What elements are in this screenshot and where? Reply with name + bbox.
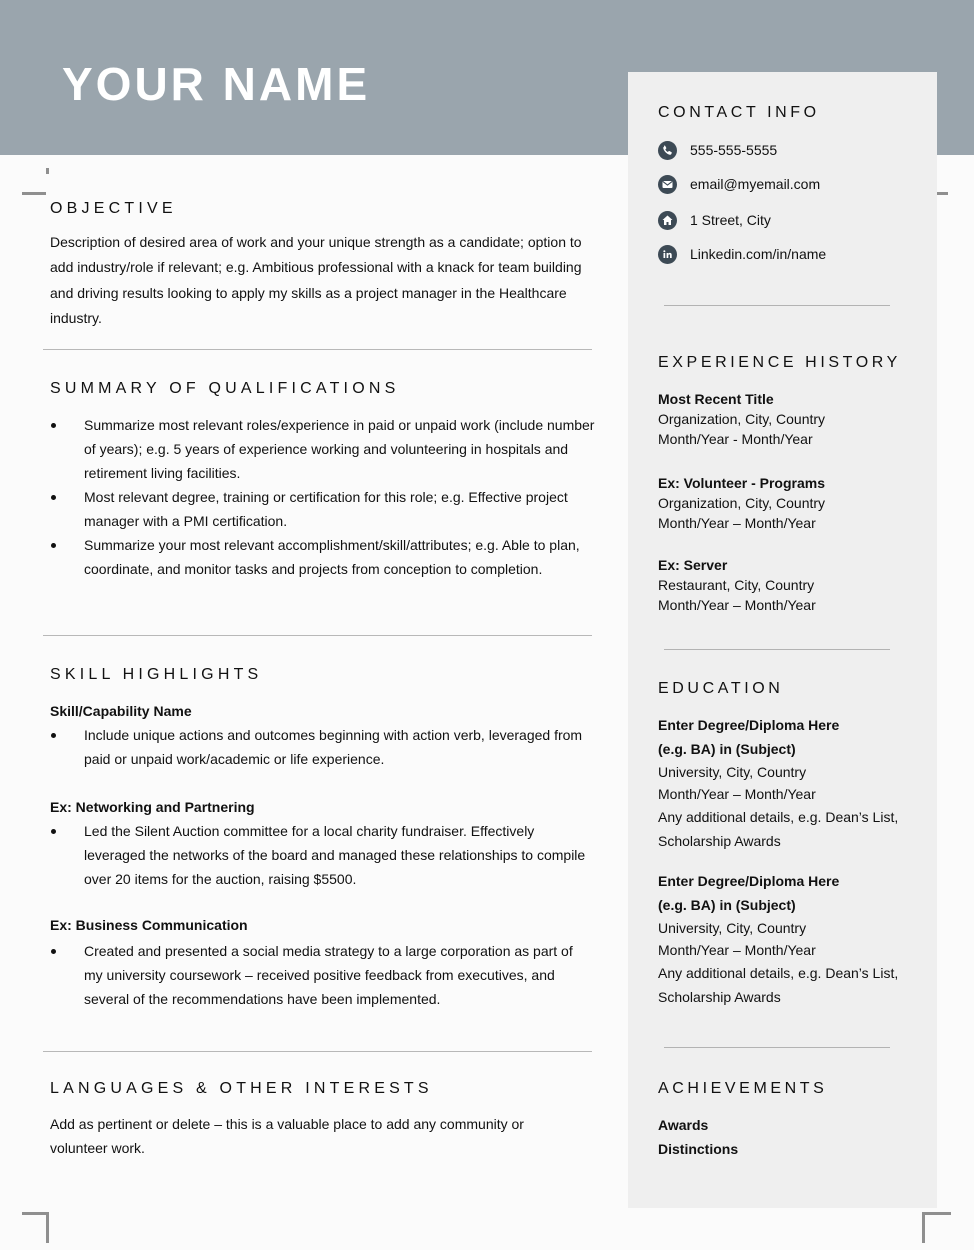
job-title: Most Recent Title [658, 391, 774, 407]
divider [43, 635, 592, 636]
objective-heading: OBJECTIVE [50, 200, 177, 217]
school: University, City, Country [658, 764, 807, 780]
education-details: Scholarship Awards [658, 989, 781, 1005]
email-address: email@myemail.com [690, 176, 821, 192]
divider [664, 1047, 890, 1048]
divider [664, 649, 890, 650]
education-details: Any additional details, e.g. Dean’s List, [658, 809, 899, 825]
list-item: Most relevant degree, training or certification for this role; e.g. Effective project manager with a PMI certification. [50, 485, 595, 533]
list-item: Summarize most relevant roles/experience in paid or unpaid work (include number of years); e.g. 5 years of experience working and volunteering in hospitals and retirement living facilities. [50, 413, 595, 485]
education-details: Any additional details, e.g. Dean’s List, [658, 965, 899, 981]
linkedin-url: Linkedin.com/in/name [690, 246, 827, 262]
job-dates: Month/Year - Month/Year [658, 431, 813, 447]
degree: Enter Degree/Diploma Here [658, 873, 840, 889]
degree-subject: (e.g. BA) in (Subject) [658, 897, 796, 913]
crop-mark-top-right [937, 192, 948, 195]
experience-entry [658, 555, 928, 615]
job-title: Ex: Volunteer - Programs [658, 475, 826, 491]
page-title: YOUR NAME [62, 58, 371, 110]
summary-list [50, 413, 595, 581]
divider [43, 349, 592, 350]
skill-list [50, 819, 595, 891]
education-entry [658, 869, 928, 1009]
achievements-list [658, 1113, 928, 1161]
education-dates: Month/Year – Month/Year [658, 942, 816, 958]
achievement-item: Awards [658, 1117, 709, 1133]
linkedin-icon [658, 245, 677, 264]
contact-heading: CONTACT INFO [658, 104, 820, 121]
skill-name: Ex: Networking and Partnering [50, 799, 255, 815]
education-dates: Month/Year – Month/Year [658, 786, 816, 802]
summary-heading: SUMMARY OF QUALIFICATIONS [50, 380, 400, 397]
languages-text: Add as pertinent or delete – this is a valuable place to add any community or volunteer work. [50, 1116, 524, 1156]
degree: Enter Degree/Diploma Here [658, 717, 840, 733]
divider [43, 1051, 592, 1052]
education-entry [658, 713, 928, 853]
job-organization: Restaurant, City, Country [658, 577, 815, 593]
languages-heading: LANGUAGES & OTHER INTERESTS [50, 1080, 433, 1097]
degree-subject: (e.g. BA) in (Subject) [658, 741, 796, 757]
email-icon [658, 175, 677, 194]
sidebar-panel [628, 72, 937, 1208]
list-item: Summarize your most relevant accomplishment/skill/attributes; e.g. Able to plan, coordinate, and monitor tasks and projects from conception to completion. [50, 533, 595, 581]
achievements-heading: ACHIEVEMENTS [658, 1080, 828, 1097]
job-dates: Month/Year – Month/Year [658, 597, 816, 613]
job-organization: Organization, City, Country [658, 411, 826, 427]
divider [664, 305, 890, 306]
school: University, City, Country [658, 920, 807, 936]
skill-list [50, 723, 595, 771]
achievement-item: Distinctions [658, 1141, 739, 1157]
experience-entry [658, 389, 928, 449]
crop-mark-top-left-v [46, 168, 49, 174]
skill-name: Ex: Business Communication [50, 917, 248, 933]
education-heading: EDUCATION [658, 680, 784, 697]
street-address: 1 Street, City [690, 212, 771, 228]
crop-mark-bottom-left [22, 1212, 49, 1243]
job-dates: Month/Year – Month/Year [658, 515, 816, 531]
objective-text: Description of desired area of work and your unique strength as a candidate; option to add industry/role if relevant; e.g. Ambitious professional with a knack for team building and driving results looking to apply my skills as a project manager in the Healthcare industry. [50, 234, 582, 326]
list-item: Created and presented a social media strategy to a large corporation as part of my university coursework – received positive feedback from executives, and several of the recommendations have been implemented. [50, 939, 595, 1011]
list-item: Include unique actions and outcomes beginning with action verb, leveraged from paid or unpaid work/academic or life experience. [50, 723, 595, 771]
skills-heading: SKILL HIGHLIGHTS [50, 666, 263, 683]
job-organization: Organization, City, Country [658, 495, 826, 511]
list-item: Led the Silent Auction committee for a local charity fundraiser. Effectively leveraged the networks of the board and managed these relationships to compile over 20 items for the auction, raising $5500. [50, 819, 595, 891]
skill-list [50, 939, 595, 1011]
experience-heading: EXPERIENCE HISTORY [658, 354, 901, 371]
skill-name: Skill/Capability Name [50, 703, 192, 719]
crop-mark-top-left [22, 168, 46, 195]
phone-icon [658, 141, 677, 160]
job-title: Ex: Server [658, 557, 728, 573]
phone-number: 555-555-5555 [690, 142, 778, 158]
crop-mark-bottom-right [922, 1212, 951, 1243]
education-details: Scholarship Awards [658, 833, 781, 849]
home-icon [658, 211, 677, 230]
experience-entry [658, 473, 928, 533]
